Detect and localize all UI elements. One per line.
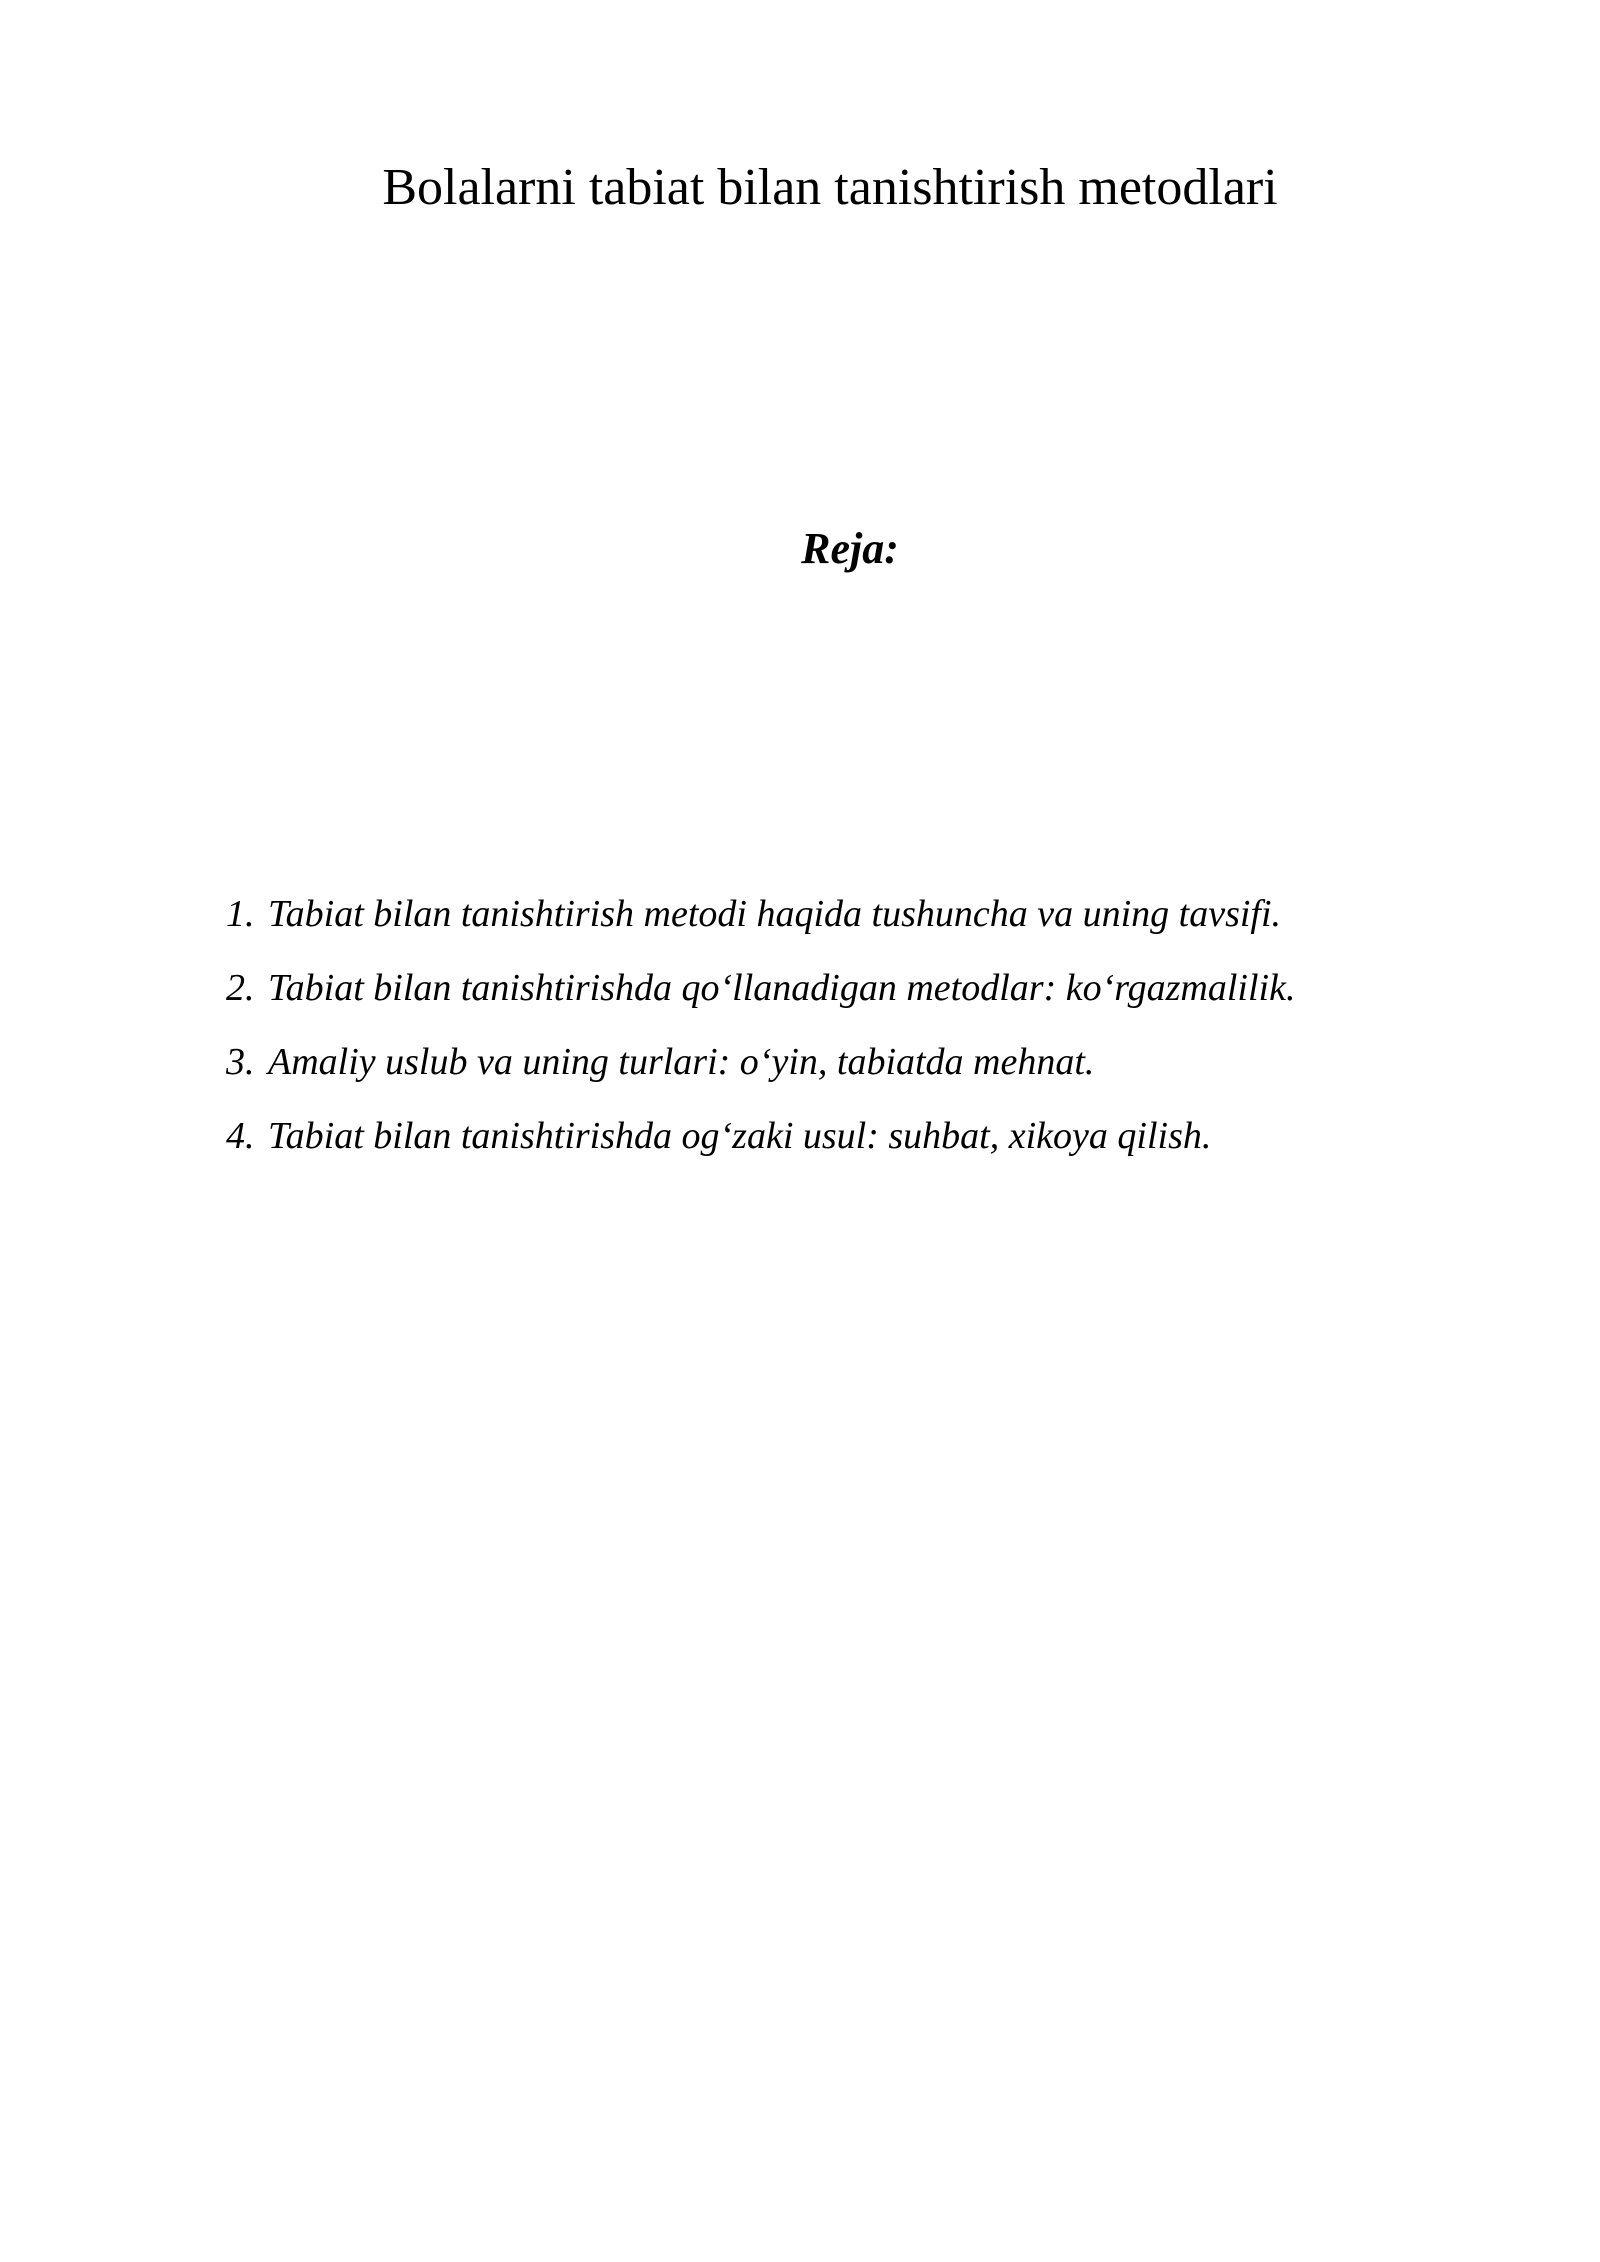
plan-item xyxy=(226,889,1295,963)
plan-item-text: Tabiat bilan tanishtirishda og‘zaki usul: suhbat, xikoya qilish. xyxy=(268,1115,1212,1157)
plan-item-text: Tabiat bilan tanishtirishda qo‘llanadigan metodlar: ko‘rgazmalilik. xyxy=(268,967,1296,1009)
plan-item-number: 3. xyxy=(226,1041,255,1083)
plan-item-text: Amaliy uslub va uning turlari: o‘yin, tabiatda mehnat. xyxy=(268,1041,1095,1083)
plan-item-text: Tabiat bilan tanishtirish metodi haqida tushuncha va uning tavsifi. xyxy=(268,893,1282,935)
plan-item-number: 2. xyxy=(226,967,255,1009)
page-title: Bolalarni tabiat bilan tanishtirish metodlari xyxy=(382,159,1278,216)
plan-list xyxy=(226,889,1295,1185)
plan-item-number: 1. xyxy=(226,893,255,935)
plan-heading: Reja: xyxy=(801,524,899,573)
plan-item xyxy=(226,1111,1295,1185)
plan-item xyxy=(226,1037,1295,1111)
plan-item-number: 4. xyxy=(226,1115,255,1157)
plan-item xyxy=(226,963,1295,1037)
